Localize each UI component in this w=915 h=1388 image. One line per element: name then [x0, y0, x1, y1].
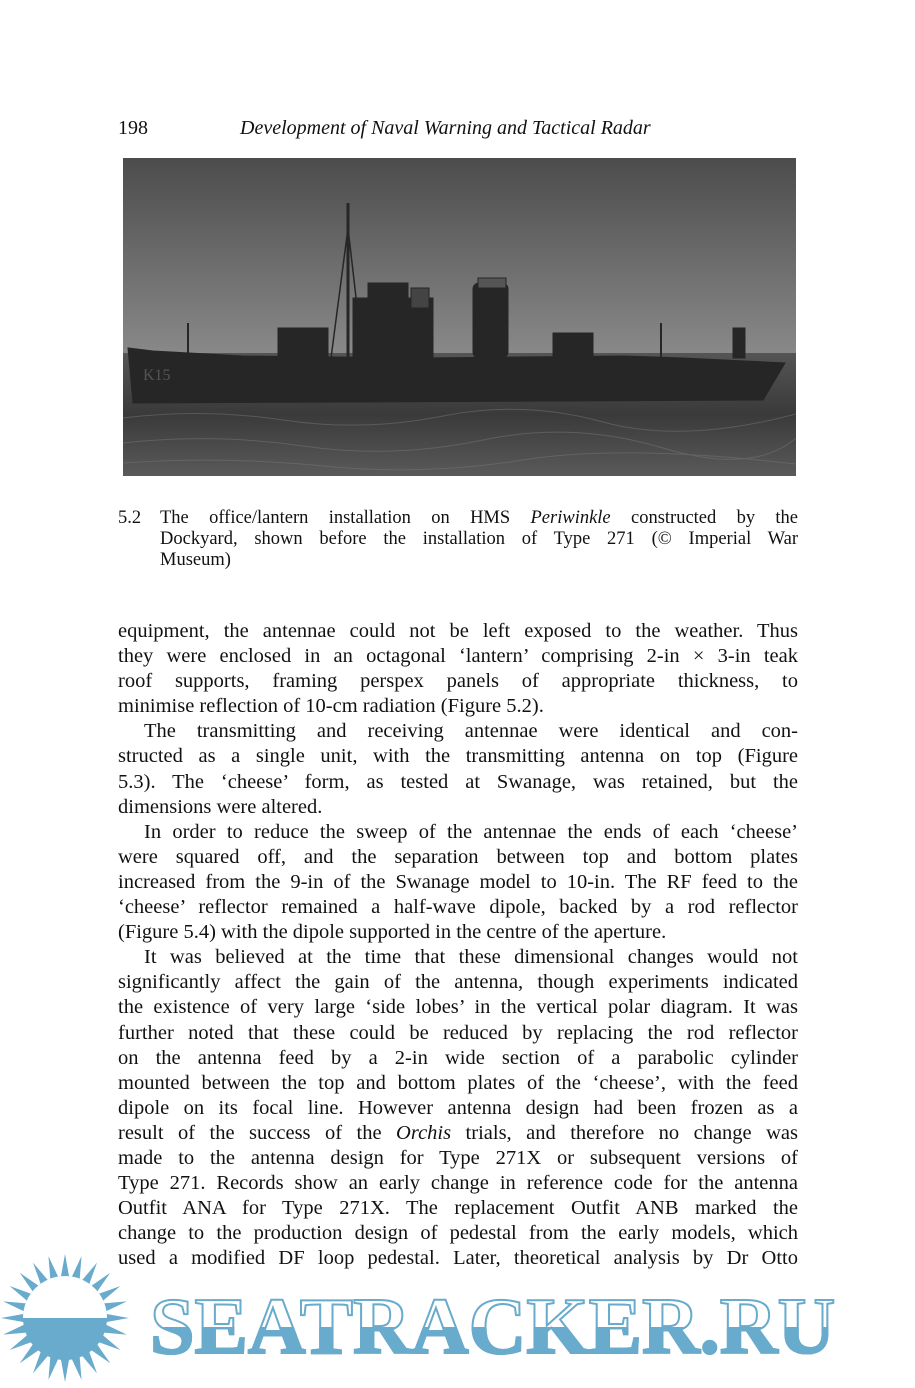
hull-marking: K15	[143, 367, 171, 384]
text-line: were squared off, and the separation between top and bottom plates	[118, 845, 798, 868]
text-line: significantly affect the gain of the antenna, though experiments indicated	[118, 971, 798, 994]
text-line	[118, 1121, 798, 1146]
running-title: Development of Naval Warning and Tactical Radar	[240, 117, 651, 139]
text-line	[160, 529, 798, 550]
text-segment: constructed by the	[610, 508, 799, 528]
text-segment: Museum)	[160, 550, 231, 570]
sun-ray	[61, 1358, 70, 1382]
text-line: Outfit ANA for Type 271X. The replacement Outfit ANB marked the	[118, 1197, 798, 1220]
text-line: (Figure 5.4) with the dipole supported in the centre of the aperture.	[118, 921, 667, 944]
text-segment: result of the success of the	[118, 1121, 397, 1144]
text-line: dimensions were altered.	[118, 795, 323, 818]
text-line: The transmitting and receiving antennae were identical and con-	[144, 720, 798, 743]
sun-logo-icon	[0, 1250, 140, 1388]
text-line: dipole on its focal line. However antenna design had been frozen as a	[118, 1096, 798, 1119]
text-line: 5.3). The ‘cheese’ form, as tested at Swanage, was retained, but the	[118, 770, 798, 793]
caption-number: 5.2	[118, 508, 142, 528]
text-line: ‘cheese’ reflector remained a half-wave dipole, backed by a rod reflector	[118, 896, 798, 919]
running-head	[118, 117, 798, 141]
text-line: increased from the 9-in of the Swanage model to 10-in. The RF feed to the	[118, 870, 798, 893]
page-number: 198	[118, 117, 148, 139]
text-line: roof supports, framing perspex panels of appropriate thickness, to	[118, 670, 798, 693]
text-segment: The office/lantern installation on HMS	[160, 508, 531, 528]
italic-text: Orchis	[396, 1121, 452, 1144]
text-line: on the antenna feed by a 2-in wide section of a parabolic cylinder	[118, 1046, 798, 1069]
text-line: made to the antenna design for Type 271X or subsequent versions of	[118, 1146, 798, 1169]
text-line: In order to reduce the sweep of the antennae the ends of each ‘cheese’	[144, 820, 798, 843]
text-line: change to the production design of pedestal from the early models, which	[118, 1222, 798, 1245]
text-line: minimise reflection of 10-cm radiation (Figure 5.2).	[118, 695, 544, 718]
ship-photograph	[123, 158, 796, 476]
text-line: further noted that these could be reduced by replacing the rod reflector	[118, 1021, 798, 1044]
sun-ray	[61, 1254, 70, 1278]
text-segment: Dockyard, shown before the installation of Type 271 (© Imperial War	[160, 529, 798, 549]
text-line: used a modified DF loop pedestal. Later, theoretical analysis by Dr Otto	[118, 1247, 798, 1270]
watermark-logo: SEATRACKER.RU	[150, 1283, 836, 1371]
text-line	[160, 550, 798, 571]
text-segment: trials, and therefore no change was	[451, 1121, 798, 1144]
caption-text	[160, 508, 798, 571]
text-line: structed as a single unit, with the transmitting antenna on top (Figure	[118, 745, 798, 768]
body-text	[118, 619, 798, 1271]
sun-ray	[105, 1314, 129, 1323]
text-line: It was believed at the time that these dimensional changes would not	[144, 946, 798, 969]
italic-text: Periwinkle	[530, 508, 611, 528]
figure-caption	[118, 508, 798, 571]
text-line: mounted between the top and bottom plates of the ‘cheese’, with the feed	[118, 1071, 798, 1094]
sun-ray	[1, 1314, 25, 1323]
text-line: they were enclosed in an octagonal ‘lantern’ comprising 2-in × 3-in teak	[118, 645, 798, 668]
text-line: the existence of very large ‘side lobes’ in the vertical polar diagram. It was	[118, 996, 798, 1019]
text-line	[160, 508, 798, 529]
text-line: Type 271. Records show an early change in reference code for the antenna	[118, 1172, 798, 1195]
text-line: equipment, the antennae could not be left exposed to the weather. Thus	[118, 620, 798, 642]
